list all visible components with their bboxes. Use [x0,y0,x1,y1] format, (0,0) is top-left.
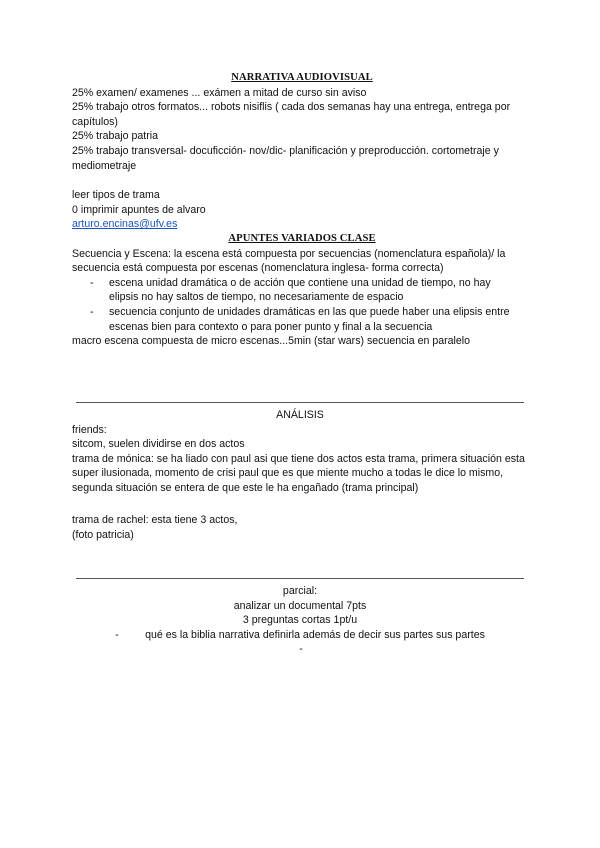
heading-analisis: ANÁLISIS [276,409,324,421]
grading-line-otros-formatos: 25% trabajo otros formatos... robots nisiflis ( cada dos semanas hay una entrega, entrega por capítulos) [72,101,511,128]
heading-apuntes-variados: APUNTES VARIADOS CLASE [228,233,376,244]
analisis-trama-monica: trama de mónica: se ha liado con paul asi que tiene dos actos esta trama, primera situación esta super ilusionada, momento de crisi paul que es que miente mucho a todas le dice lo mismo, segunda situación se entera de que este le ha engañado (trama principal) [72,452,525,494]
grading-line-patria: 25% trabajo patria [72,130,158,143]
notes-block [72,188,532,232]
analisis-trama-rachel: trama de rachel: esta tiene 3 actos, [72,514,238,526]
outro-macro-escena: macro escena compuesta de micro escenas...5min (star wars) secuencia en paralelo [72,335,471,348]
horizontal-rule [76,578,524,579]
intro-secuencia-escena: Secuencia y Escena: la escena está compuesta por secuencias (nomenclatura española)/ la secuencia está compuesta por escenas (nomenclatura inglesa- forma correcta) [72,247,506,275]
grading-line-examen: 25% examen/ examenes ... exámen a mitad de curso sin aviso [72,86,367,99]
dash-bullet: - [115,628,119,641]
heading-narrativa-audiovisual: NARRATIVA AUDIOVISUAL [231,72,373,83]
bullet-text-secuencia: secuencia conjunto de unidades dramáticas en las que puede haber una elipsis entre escenas bien para contexto o para poner punto y final a la secuencia [109,305,510,333]
section-parcial [72,584,532,657]
section-analisis [72,408,532,496]
note-leer-tipos: leer tipos de trama [72,189,160,201]
heading-parcial: parcial: [282,585,318,597]
list-item [72,276,511,305]
dash-bullet: - [90,276,94,289]
bullet-list-apuntes [72,276,532,334]
parcial-bullet-row [72,628,528,643]
dash-bullet: - [90,305,94,318]
trailing-dash: - [299,643,303,656]
rachel-block [72,513,532,542]
section-narrativa [72,71,532,173]
analisis-foto-patricia: (foto patricia) [72,528,134,541]
analisis-sitcom: sitcom, suelen dividirse en dos actos [72,438,245,451]
list-item [72,305,511,334]
note-imprimir-apuntes: 0 imprimir apuntes de alvaro [72,203,206,216]
section-apuntes [72,232,532,349]
email-link[interactable]: arturo.encinas@ufv.es [72,218,178,231]
parcial-preguntas: 3 preguntas cortas 1pt/u [242,614,358,627]
grading-line-transversal: 25% trabajo transversal- docuficción- nov/dic- planificación y preproducción. cortometraje y mediometraje [72,144,499,172]
analisis-friends: friends: [72,423,107,436]
parcial-documental: analizar un documental 7pts [233,599,367,612]
horizontal-rule [76,402,524,403]
list-item [115,628,485,643]
bullet-text-escena: escena unidad dramática o de acción que contiene una unidad de tiempo, no hay elipsis no hay saltos de tiempo, no necesariamente de espacio [109,276,491,304]
parcial-biblia-narrativa: qué es la biblia narrativa definirla además de decir sus partes sus partes [145,628,485,641]
